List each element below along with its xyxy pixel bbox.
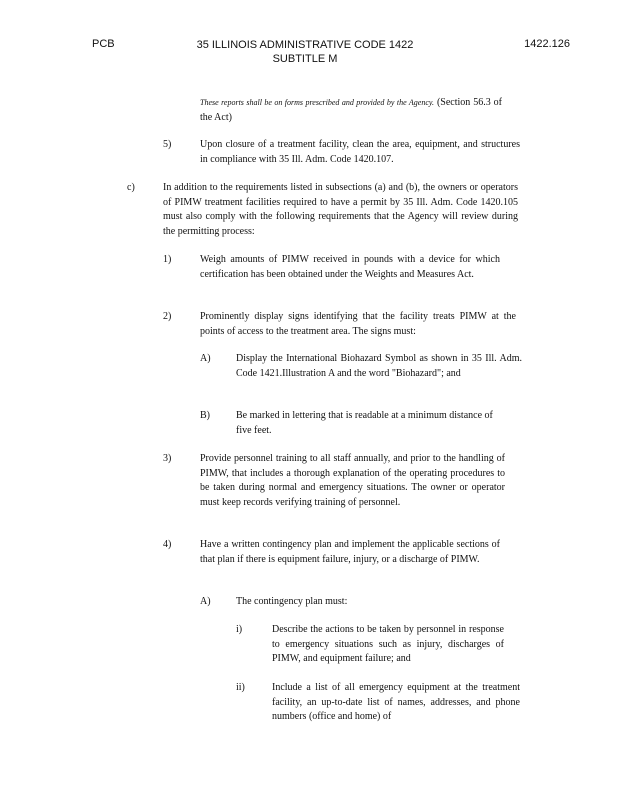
intro-italic-text: These reports shall be on forms prescribed and provided by the Agency. [200,98,435,107]
header-title [150,38,460,66]
item-2B-label: B) [200,410,210,421]
header-title-line2: SUBTITLE M [272,53,338,65]
item-2A-text: Display the International Biohazard Symbol as shown in 35 Ill. Adm. Code 1421.Illustration A and the word "Biohazard"; and [236,353,522,379]
item-4Aii-label: ii) [236,682,245,693]
item-4Ai-text: Describe the actions to be taken by personnel in response to emergency situations such as injury, discharges of PIMW, and equipment failure; and [272,624,504,664]
header-agency: PCB [92,38,115,50]
item-4A-label: A) [200,596,211,607]
item-4-text: Have a written contingency plan and implement the applicable sections of that plan if there is equipment failure, injury, or a discharge of PIMW. [200,539,500,565]
item-3-text: Provide personnel training to all staff annually, and prior to the handling of PIMW, that includes a thorough explanation of the operating procedures to be taken during normal and emergency situations. The owner or operator must keep records verifying training of personnel. [200,453,505,508]
subsection-c-text: In addition to the requirements listed in subsections (a) and (b), the owners or operators of PIMW treatment facilities required to have a permit by 35 Ill. Adm. Code 1420.105 must also comply with the following requirements that the Agency will review during the permitting process: [163,182,518,237]
item-2A-label: A) [200,353,211,364]
item-3-label: 3) [163,453,172,464]
header-title-line1: 35 ILLINOIS ADMINISTRATIVE CODE 1422 [196,39,414,51]
item-5-label: 5) [163,139,172,150]
intro-section-ref: (Section 56.3 of the Act) [200,97,503,123]
item-2-label: 2) [163,311,172,322]
subsection-c-label: c) [127,182,135,193]
item-5-text: Upon closure of a treatment facility, clean the area, equipment, and structures in compliance with 35 Ill. Adm. Code 1420.107. [200,139,520,165]
header-section-number: 1422.126 [524,38,570,50]
item-4Ai-label: i) [236,624,243,635]
item-1-text: Weigh amounts of PIMW received in pounds with a device for which certification has been obtained under the Weights and Measures Act. [200,254,500,280]
intro-note [200,96,502,125]
item-4A-text: The contingency plan must: [236,596,348,607]
item-4-label: 4) [163,539,172,550]
item-2B-text: Be marked in lettering that is readable at a minimum distance of five feet. [236,410,493,436]
item-2-text: Prominently display signs identifying that the facility treats PIMW at the points of access to the treatment area. The signs must: [200,311,516,337]
item-1-label: 1) [163,254,172,265]
item-4Aii-text: Include a list of all emergency equipment at the treatment facility, an up-to-date list of names, addresses, and phone numbers (office and home) of [272,682,520,722]
